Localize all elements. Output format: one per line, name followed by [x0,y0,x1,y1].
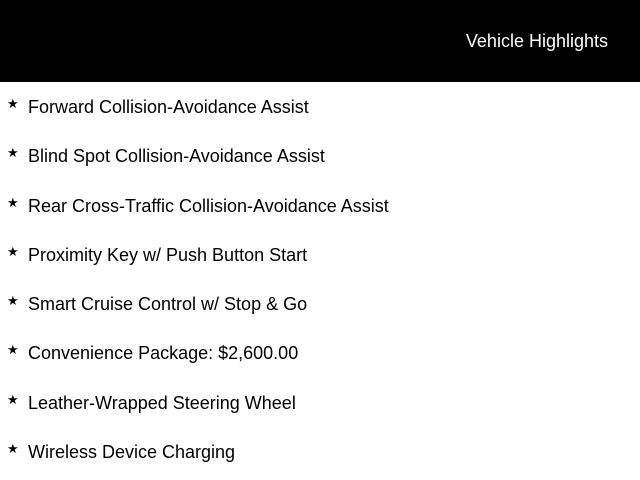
star-icon: ★ [7,441,19,457]
star-icon: ★ [7,342,19,358]
star-icon: ★ [7,96,19,111]
list-item [0,279,640,328]
list-item [0,427,640,476]
list-item [0,82,640,131]
list-item [0,131,640,180]
star-icon: ★ [7,145,19,161]
list-item [0,328,640,377]
star-icon: ★ [7,391,19,407]
list-item-label: Rear Cross-Traffic Collision-Avoidance Assist [28,195,389,216]
list-item [0,181,640,230]
list-item-label: Wireless Device Charging [28,442,236,463]
list-item-label: Blind Spot Collision-Avoidance Assist [28,146,325,167]
star-icon: ★ [7,243,19,259]
list-item-label: Forward Collision-Avoidance Assist [28,97,309,117]
list-item [0,378,640,427]
list-item [0,230,640,279]
header-bar [0,0,640,82]
star-icon: ★ [7,293,19,309]
list-item-label: Smart Cruise Control w/ Stop & Go [28,294,308,315]
highlights-list [0,82,640,476]
page-title: Vehicle Highlights [465,31,608,51]
star-icon: ★ [7,194,19,210]
list-item-label: Leather-Wrapped Steering Wheel [28,392,296,413]
list-item-label: Proximity Key w/ Push Button Start [28,244,308,265]
list-item-label: Convenience Package: $2,600.00 [28,343,299,364]
